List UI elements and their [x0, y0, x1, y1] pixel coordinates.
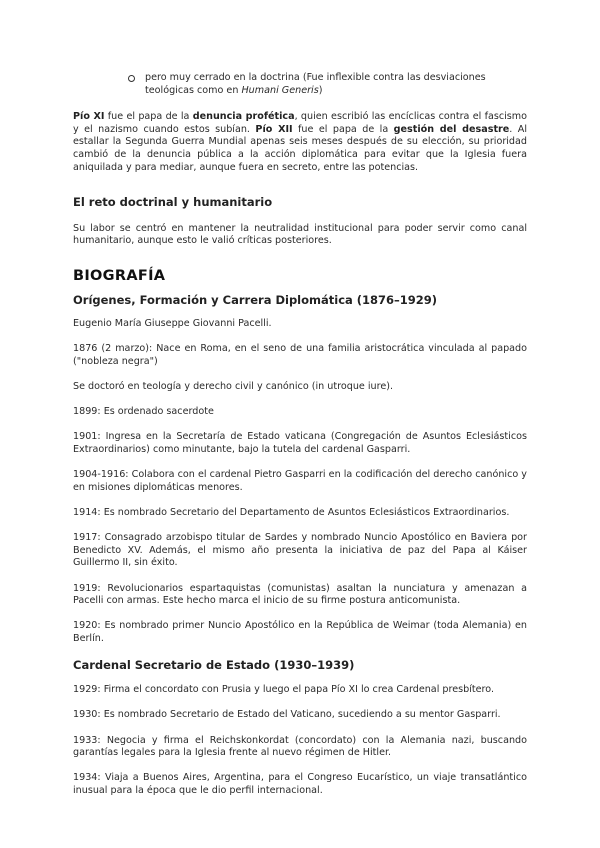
reto-paragraph: Su labor se centró en mantener la neutralidad institucional para poder servir como canal humanitario, aunque esto le valió críticas posteriores. — [73, 222, 527, 247]
cardenal-list — [73, 684, 527, 797]
intro-paragraph: Pío XI fue el papa de la denuncia profética, quien escribió las encíclicas contra el fascismo y el nazismo cuando estos subían. Pío XII fue el papa de la gestión del desastre. Al estallar la Segunda Guerra Mundial apenas seis meses después de su elección, su prioridad cambió de la denuncia pública a la acción diplomática para evitar que la Iglesia fuera aniquilada y para mediar, aunque fuera en secreto, entre las potencias. — [73, 111, 528, 173]
section-heading-origenes: Orígenes, Formación y Carrera Diplomática (1876–1929) — [73, 292, 438, 307]
timeline-entry: 1901: Ingresa en la Secretaría de Estado vaticana (Congregación de Asuntos Eclesiásticos Extraordinarios) como minutante, bajo la tutela del cardenal Gasparri. — [73, 431, 527, 456]
timeline-entry: 1919: Revolucionarios espartaquistas (comunistas) asaltan la nunciatura y amenazan a Pacelli con armas. Este hecho marca el inicio de su firme postura anticomunista. — [73, 582, 527, 607]
timeline-entry: 1930: Es nombrado Secretario de Estado del Vaticano, sucediendo a su mentor Gasparri. — [73, 709, 501, 721]
timeline-entry: Eugenio María Giuseppe Giovanni Pacelli. — [73, 318, 272, 330]
origenes-list — [73, 318, 527, 645]
section-heading-cardenal: Cardenal Secretario de Estado (1930–1939) — [73, 657, 355, 672]
timeline-entry: Se doctoró en teología y derecho civil y canónico (in utroque iure). — [73, 381, 394, 393]
timeline-entry: 1876 (2 marzo): Nace en Roma, en el seno de una familia aristocrática vinculada al papado ("nobleza negra") — [73, 343, 527, 367]
hollow-circle-bullet-icon — [128, 75, 135, 82]
section-heading-reto: El reto doctrinal y humanitario — [73, 195, 273, 210]
timeline-entry: 1904-1916: Colabora con el cardenal Pietro Gasparri en la codificación del derecho canónico y en misiones diplomáticas menores. — [73, 469, 527, 493]
timeline-entry: 1929: Firma el concordato con Prusia y luego el papa Pío XI lo crea Cardenal presbítero. — [73, 684, 495, 696]
timeline-entry: 1914: Es nombrado Secretario del Departamento de Asuntos Eclesiásticos Extraordinarios. — [73, 507, 510, 519]
timeline-entry: 1933: Negocia y firma el Reichskonkordat (concordato) con la Alemania nazi, buscando garantías legales para la Iglesia frente al nuevo régimen de Hitler. — [73, 734, 527, 759]
timeline-entry: 1917: Consagrado arzobispo titular de Sardes y nombrado Nuncio Apostólico en Baviera por Benedicto XV. Además, el mismo año presenta la iniciativa de paz del Papa al Káiser Guillermo II, sin éxito. — [73, 532, 527, 569]
timeline-entry: 1920: Es nombrado primer Nuncio Apostólico en la República de Weimar (toda Alemania) en Berlín. — [73, 620, 527, 644]
page-content — [73, 72, 527, 810]
timeline-entry: 1934: Viaja a Buenos Aires, Argentina, para el Congreso Eucarístico, un viaje transatlántico inusual para la época que le dio perfil internacional. — [73, 772, 527, 796]
list-item: pero muy cerrado en la doctrina (Fue inflexible contra las desviaciones teológicas como en Humani Generis) — [73, 72, 527, 97]
timeline-entry: 1899: Es ordenado sacerdote — [73, 406, 214, 418]
page-title: BIOGRAFÍA — [73, 267, 166, 284]
